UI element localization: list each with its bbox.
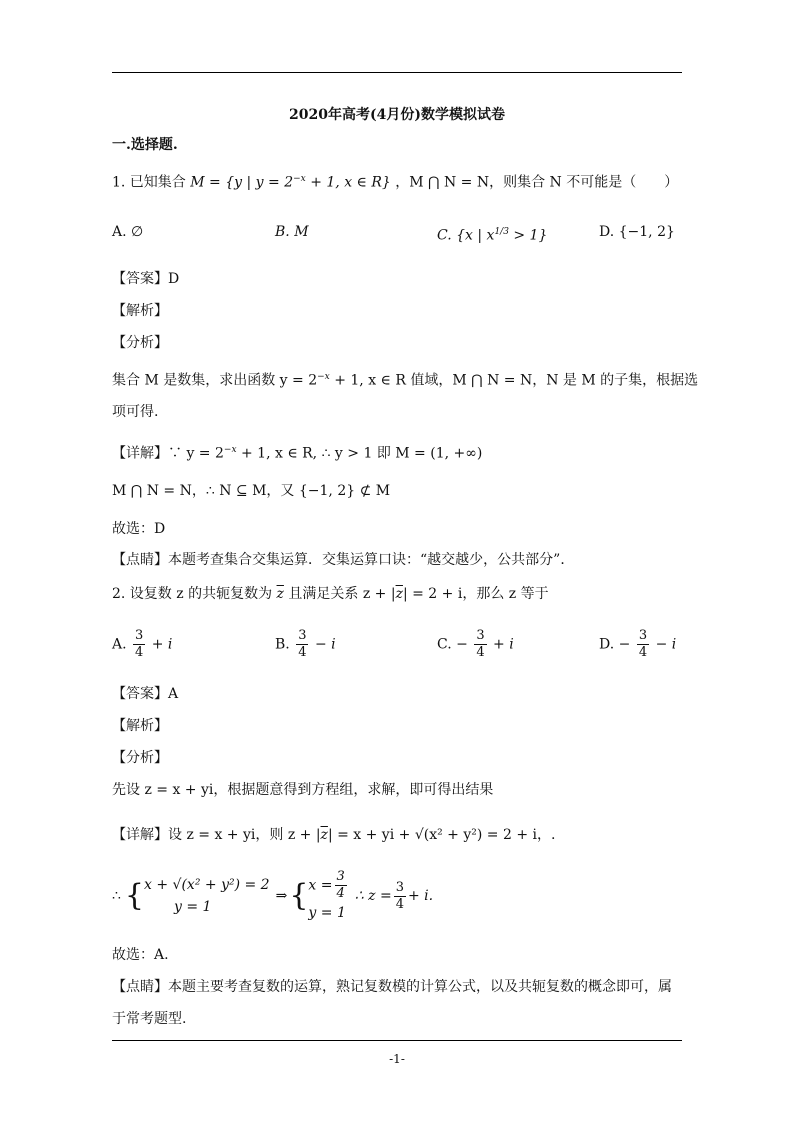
q2-system [112, 866, 433, 926]
q1-answer: 【答案】D [112, 271, 180, 287]
q2-fenxi-text: 先设 z = x + yi，根据题意得到方程组，求解，即可得出结果 [112, 782, 494, 798]
q2-detail-1 [112, 826, 555, 844]
frac-denominator: 4 [476, 645, 485, 660]
q1-fenxi-heading: 【分析】 [112, 335, 168, 351]
q2-option-c-tail: + i [493, 636, 514, 653]
q1-option-c-exp: 1/3 [494, 227, 509, 237]
q2-option-c [437, 628, 514, 661]
q1-option-b: B. M [275, 224, 309, 240]
q2-sys-left [144, 874, 270, 918]
q2-option-c-label: C. [437, 636, 452, 653]
q1-option-c-pre: C. {x | x [437, 227, 495, 244]
q2-sys-therefore: ∴ [112, 888, 121, 904]
q2-option-c-frac [474, 628, 486, 661]
left-brace-icon: { [289, 878, 309, 913]
q1-stem [112, 170, 678, 192]
frac-numerator: 3 [298, 628, 307, 643]
q1-option-d: D. {−1, 2} [599, 224, 675, 240]
frac-denominator: 4 [638, 645, 648, 660]
q2-sys2-eq1-pre: x = [308, 877, 333, 893]
q1-stem-set-tail: + 1, x ∈ R} [305, 174, 391, 191]
q2-answer: 【答案】A [112, 686, 179, 702]
page-number: -1- [389, 1052, 405, 1066]
frac-numerator: 3 [476, 628, 485, 643]
q1-fenxi-exp: −x [317, 372, 330, 382]
q1-analysis-heading: 【解析】 [112, 303, 168, 319]
frac-denominator: 4 [298, 645, 307, 660]
q2-option-b-frac [296, 628, 308, 661]
frac-denominator: 4 [395, 896, 404, 912]
q1-option-c-post: > 1} [508, 227, 548, 244]
q2-option-d-frac [637, 628, 649, 661]
frac-numerator: 3 [135, 628, 144, 643]
q2-option-c-sign: − [456, 636, 468, 653]
top-rule [112, 72, 682, 73]
q1-comment: 【点睛】本题考查集合交集运算．交集运算口诀：“越交越少，公共部分”． [112, 552, 575, 568]
q2-sys2-frac [335, 869, 347, 902]
q2-option-b [275, 628, 336, 661]
q2-detail-1b: | = x + yi + √(x² + y²) = 2 + i，. [327, 827, 556, 843]
q1-stem-prefix: 1. 已知集合 [112, 174, 186, 191]
frac-denominator: 4 [135, 645, 144, 660]
q2-stem-zbar: $\overline{z}$ [276, 586, 284, 602]
q2-option-a-tail: + i [151, 636, 173, 653]
q2-sys2-eq1 [308, 869, 348, 902]
q2-detail-1a: 【详解】设 z = x + yi，则 z + | [112, 827, 321, 843]
q2-choice: 故选：A. [112, 947, 169, 963]
q2-fenxi-heading: 【分析】 [112, 750, 168, 766]
frac-numerator: 3 [336, 868, 345, 884]
q1-fenxi-text-1b: + 1, x ∈ R 值域，M ⋂ N = N，N 是 M 的子集，根据选 [329, 372, 699, 389]
q2-option-a [112, 628, 172, 661]
q1-option-a: A. ∅ [112, 224, 144, 240]
q2-sys-result-pre: ∴ z = [354, 888, 392, 904]
frac-numerator: 3 [638, 628, 648, 643]
q2-option-b-tail: − i [314, 636, 336, 653]
frac-numerator: 3 [395, 879, 404, 895]
q2-stem-b: 且满足关系 z + | [283, 586, 396, 602]
q1-stem-set: M = {y | y = 2 [190, 174, 294, 191]
q2-sys-right [308, 869, 348, 924]
q1-fenxi-text-1a: 集合 M 是数集，求出函数 y = 2 [112, 372, 318, 389]
left-brace-icon: { [124, 878, 145, 913]
q2-stem-a: 2. 设复数 z 的共轭复数为 [112, 586, 277, 602]
q1-stem-suffix: ，M ⋂ N = N，则集合 N 不可能是（ ） [395, 174, 679, 191]
q1-fenxi-text-1 [112, 368, 698, 390]
frac-denominator: 4 [336, 885, 345, 901]
q2-sys-eq1: x + √(x² + y²) = 2 [144, 877, 270, 893]
q2-stem-zbar-2: $\overline{z}$ [395, 586, 403, 602]
q1-option-c [437, 223, 547, 245]
q2-option-b-label: B. [275, 636, 290, 653]
q2-option-a-frac [133, 628, 145, 661]
q1-detail-1b: + 1, x ∈ R, ∴ y > 1 即 M = (1, +∞) [236, 445, 483, 462]
q2-analysis-heading: 【解析】 [112, 718, 168, 734]
q2-option-d-tail: − i [655, 636, 677, 653]
q2-detail-zbar: $\overline{z}$ [320, 827, 328, 843]
q2-sys2-eq2: y = 1 [308, 904, 346, 921]
q1-detail-1a: 【详解】∵ y = 2 [112, 445, 224, 462]
q2-option-a-label: A. [112, 636, 127, 653]
q2-stem-c: | = 2 + i，那么 z 等于 [402, 586, 549, 602]
q2-option-d [599, 628, 676, 661]
q2-sys-result-frac [394, 880, 406, 913]
q2-stem [112, 585, 549, 603]
q1-detail-2: M ⋂ N = N，∴ N ⊆ M，又 {−1, 2} ⊄ M [112, 483, 391, 499]
page-title: 2020年高考(4月份)数学模拟试卷 [289, 107, 505, 123]
q1-choice: 故选：D [112, 521, 166, 537]
q2-comment-1: 【点睛】本题主要考查复数的运算，熟记复数模的计算公式，以及共轭复数的概念即可，属 [112, 979, 672, 995]
section-heading: 一.选择题. [112, 137, 178, 153]
q2-sys-arrow: ⇒ [275, 888, 288, 904]
q1-stem-exp: −x [293, 174, 306, 184]
q1-detail-exp: −x [223, 445, 237, 455]
q2-comment-2: 于常考题型. [112, 1011, 187, 1027]
q2-option-d-sign: − [618, 636, 631, 653]
q2-sys-result-post: + i. [407, 888, 434, 904]
q2-option-d-label: D. [599, 636, 615, 653]
q1-fenxi-text-2: 项可得. [112, 404, 159, 420]
bottom-rule [112, 1040, 682, 1041]
q1-detail-1 [112, 441, 482, 463]
q2-sys-eq2: y = 1 [174, 899, 212, 915]
